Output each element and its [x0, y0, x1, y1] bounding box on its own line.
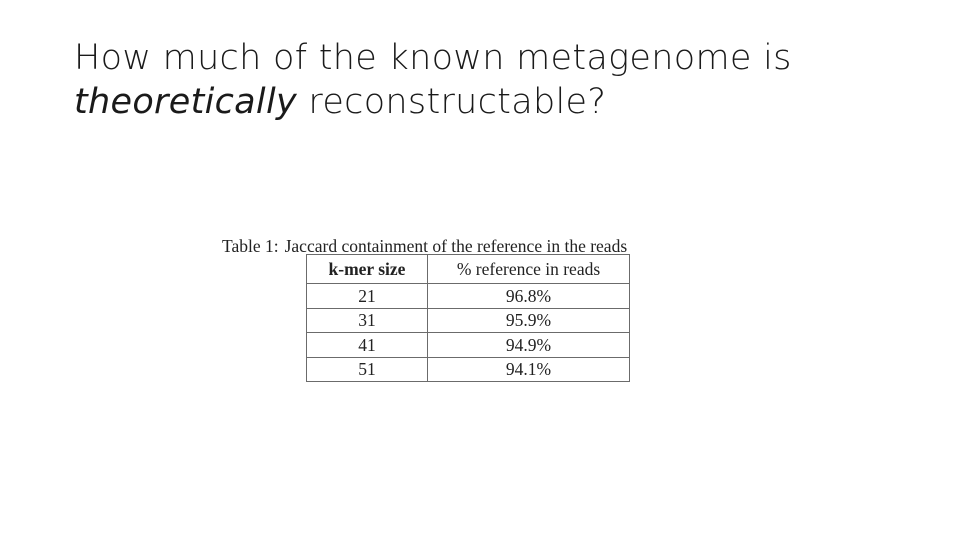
cell-percent-reference: 95.9%: [428, 308, 630, 333]
cell-kmer-size: 21: [307, 284, 428, 309]
title-line-2: [74, 80, 894, 124]
jaccard-table: [306, 254, 630, 382]
table-row: [307, 284, 630, 309]
cell-percent-reference: 94.9%: [428, 333, 630, 358]
cell-kmer-size: 41: [307, 333, 428, 358]
cell-percent-reference: 94.1%: [428, 357, 630, 382]
header-percent-reference: % reference in reads: [428, 255, 630, 284]
table-caption: [222, 236, 742, 256]
title-emphasis: theoretically: [74, 82, 297, 122]
header-kmer-size: k-mer size: [307, 255, 428, 284]
table-figure: [222, 236, 742, 380]
table-header-row: [307, 255, 630, 284]
table-row: [307, 333, 630, 358]
cell-kmer-size: 31: [307, 308, 428, 333]
table-row: [307, 357, 630, 382]
cell-percent-reference: 96.8%: [428, 284, 630, 309]
table-caption-text: Jaccard containment of the reference in the reads: [284, 236, 628, 256]
slide-title: [74, 36, 894, 124]
cell-kmer-size: 51: [307, 357, 428, 382]
title-rest: reconstructable?: [296, 82, 607, 122]
table-caption-label: Table 1:: [222, 236, 279, 256]
table-row: [307, 308, 630, 333]
title-line-1: How much of the known metagenome is: [74, 38, 792, 78]
